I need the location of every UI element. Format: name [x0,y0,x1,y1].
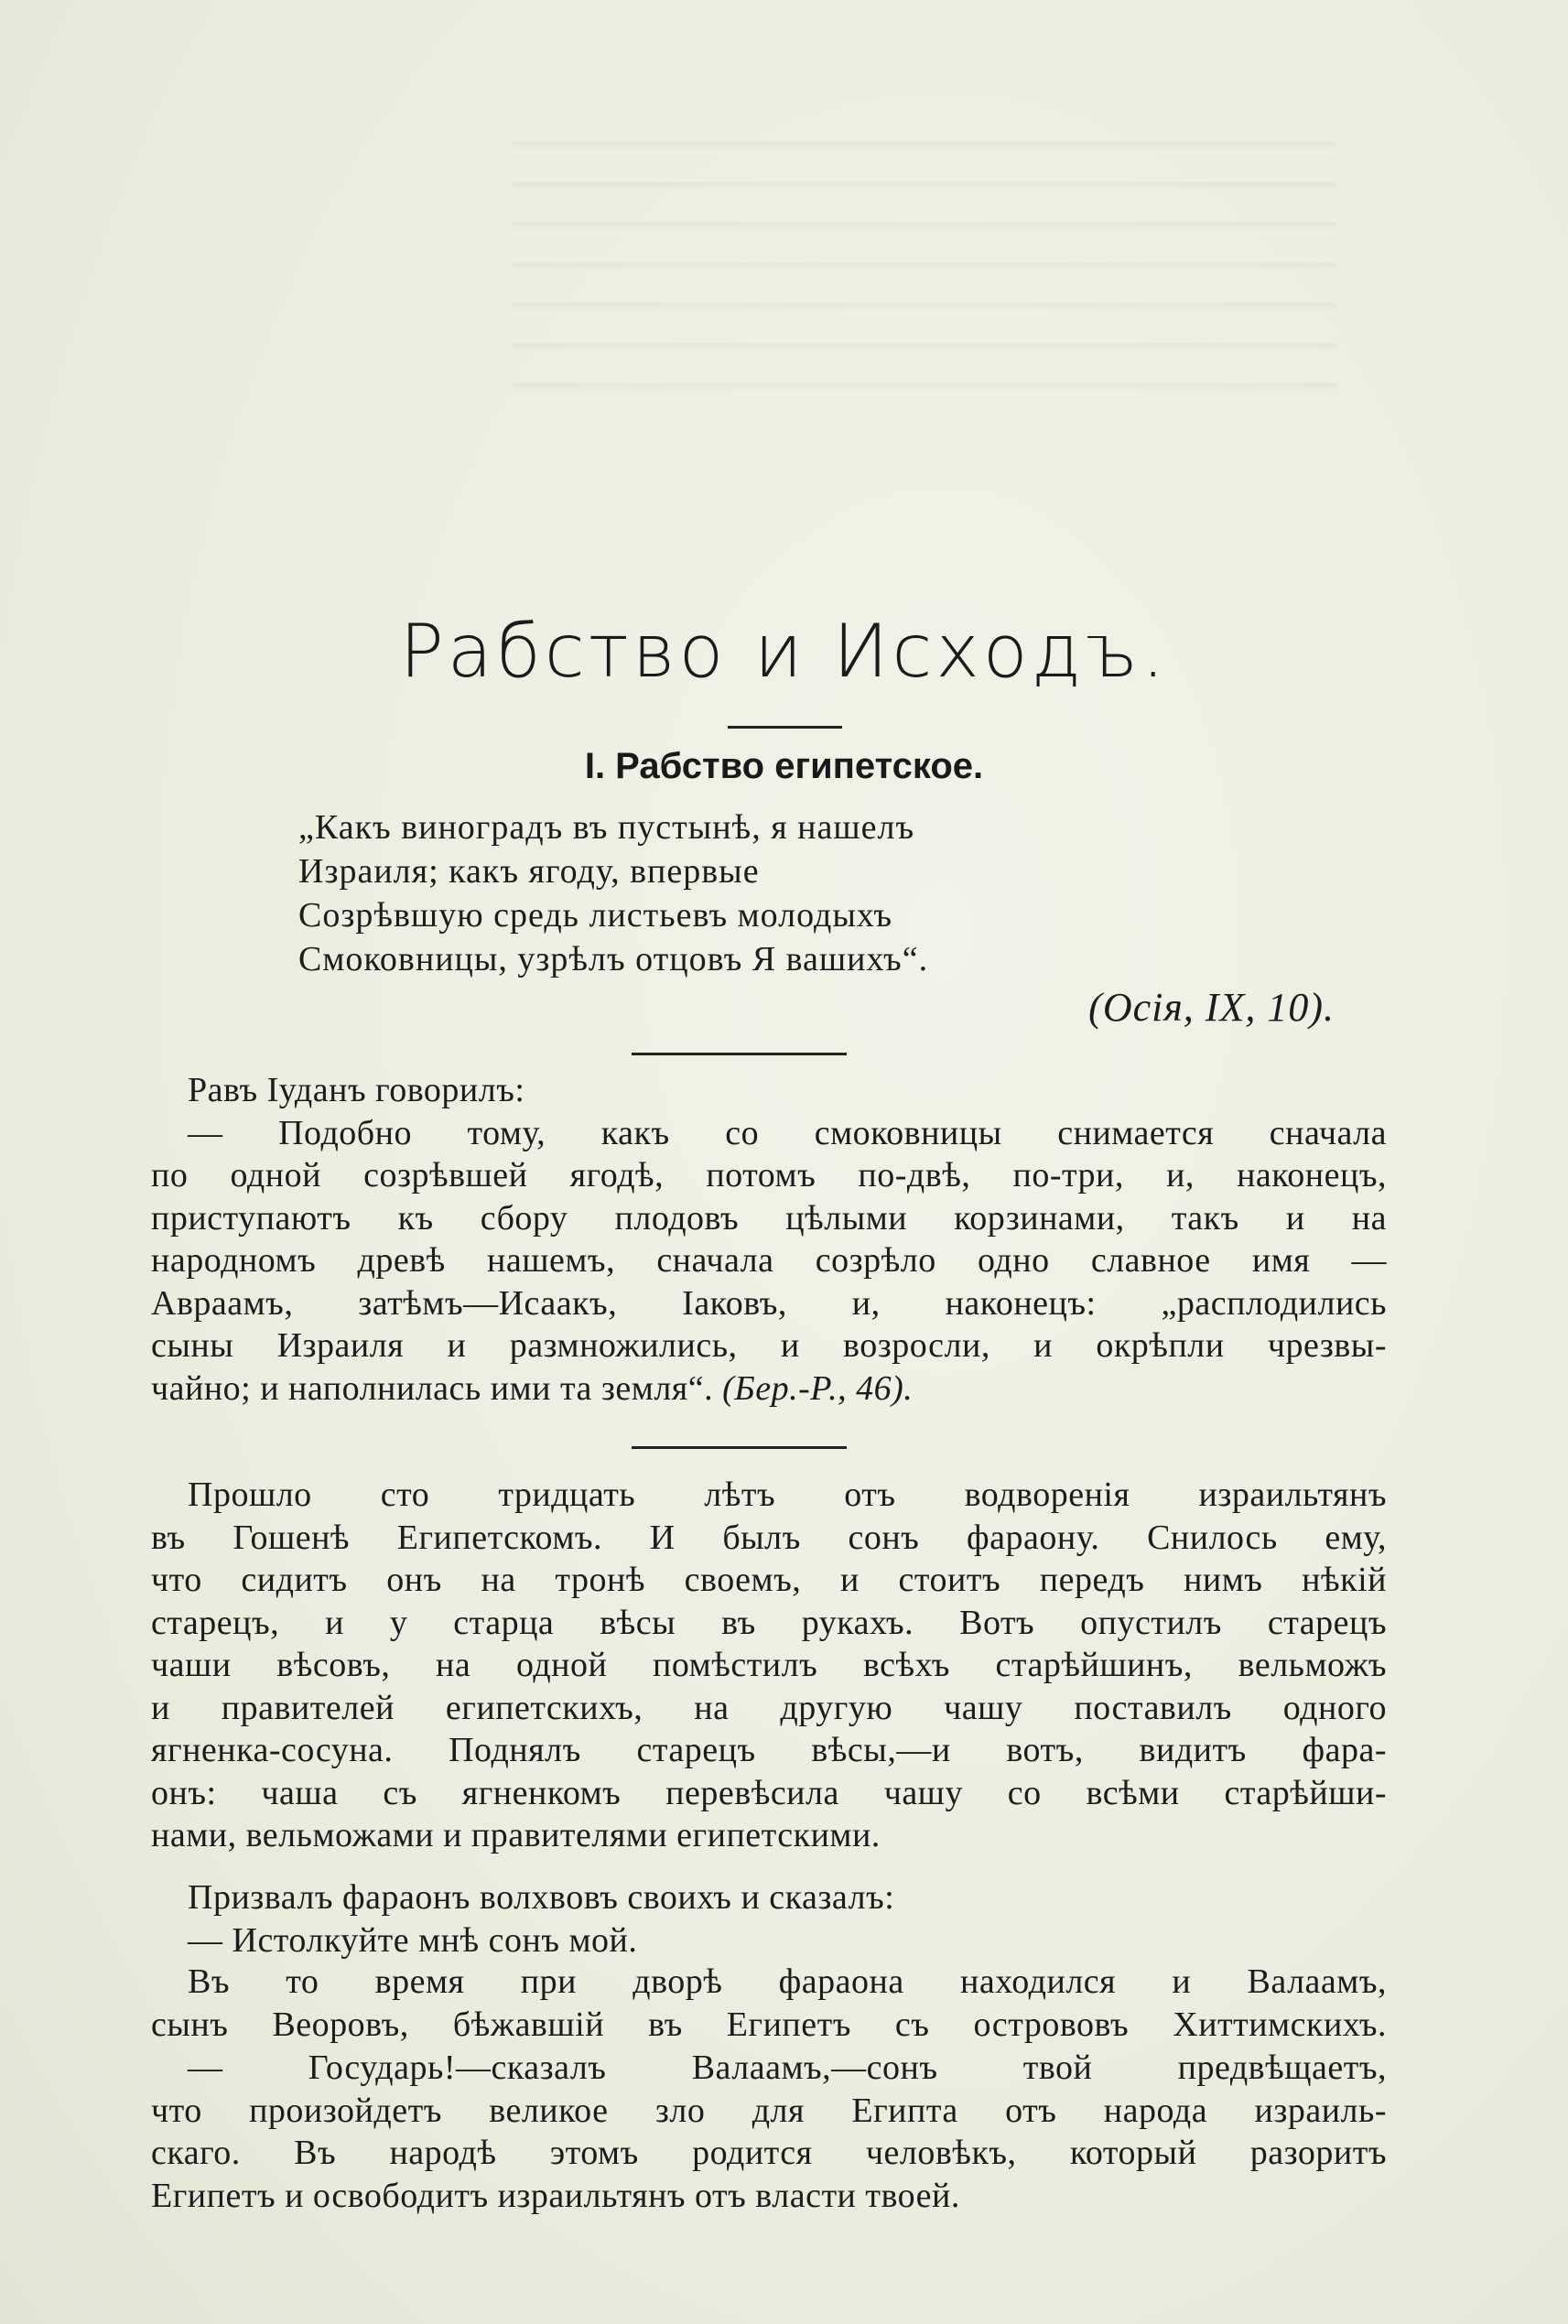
text-line [151,1367,1387,1411]
text-line: Египетъ и освободитъ израильтянъ отъ власти твоей. [151,2176,960,2215]
epigraph-verse [298,805,928,981]
text-line: въ Гошенѣ Египетскомъ. И былъ сонъ фараону. Снилось ему, [151,1518,1387,1557]
text-line: по одной созрѣвшей ягодѣ, потомъ по-двѣ, по-три, и, наконецъ, [151,1156,1387,1194]
text-line: — Государь!—сказалъ Валаамъ,—сонъ твой предвѣщаетъ, [188,2048,1387,2087]
text-line: ягненка-сосуна. Поднялъ старецъ вѣсы,—и вотъ, видитъ фара- [151,1731,1387,1769]
epigraph-citation: (Осiя, IX, 10). [1088,985,1335,1030]
text-line: чаши вѣсовъ, на одной помѣстилъ всѣхъ старѣйшинъ, вельможъ [151,1646,1387,1684]
text-segment: чайно; и наполнилась ими та земля“. [151,1368,714,1408]
page-title: Рабство и Исходъ. [399,609,1169,694]
verse-line: „Какъ виноградъ въ пустынѣ, я нашелъ [298,808,915,847]
text-line: Авраамъ, затѣмъ—Исаакъ, Iаковъ, и, наконецъ: „расплодились [151,1283,1387,1323]
text-line: скаго. Въ народѣ этомъ родится человѣкъ, который разоритъ [151,2134,1387,2172]
text-line: — Подобно тому, какъ со смоковницы снимается сначала [188,1113,1387,1152]
text-line: что сидитъ онъ на тронѣ своемъ, и стоитъ передъ нимъ нѣкiй [151,1561,1387,1599]
paragraph-5 [151,2047,1387,2217]
section-heading: I. Рабство египетское. [584,746,984,786]
verse-line: Созрѣвшую средь листьевъ молодыхъ [298,896,893,935]
text-line: нами, вельможами и правителями египетскими. [151,1816,881,1854]
text-line: онъ: чаша съ ягненкомъ перевѣсила чашу со всѣми старѣйши- [151,1773,1387,1812]
text-line: — Истолкуйте мнѣ сонъ мой. [188,1920,638,1960]
verse-line: Израиля; какъ ягоду, впервые [298,852,760,891]
bleed-through-texture [513,110,1336,421]
paragraph-2 [151,1474,1387,1857]
title-divider [728,726,842,729]
text-line: старецъ, и у старца вѣсы въ рукахъ. Вотъ опустилъ старецъ [151,1603,1387,1642]
text-line: приступаютъ къ сбору плодовъ цѣлыми корзинами, такъ и на [151,1198,1387,1238]
paragraph-4 [151,1961,1387,2046]
verse-line: Смоковницы, узрѣлъ отцовъ Я вашихъ“. [298,940,929,978]
text-line: Прошло сто тридцать лѣтъ отъ водворенiя израильтянъ [188,1475,1387,1514]
section-divider [632,1446,847,1449]
text-line: Равъ Iуданъ говорилъ: [188,1071,525,1109]
section-divider [632,1053,847,1055]
text-line: сыны Израиля и размножились, и возросли, и окрѣпли чрезвы- [151,1326,1387,1365]
text-line: сынъ Веоровъ, бѣжавшiй въ Египетъ съ острововъ Хиттимскихъ. [151,2005,1387,2044]
paragraph-1 [151,1069,1387,1410]
text-line: Призвалъ фараонъ волхвовъ своихъ и сказалъ: [188,1878,895,1917]
text-line: что произойдетъ великое зло для Египта отъ народа израиль- [151,2091,1387,2130]
paragraph-3 [151,1876,1387,1962]
text-line: народномъ древѣ нашемъ, сначала созрѣло одно славное имя — [151,1241,1387,1280]
inline-citation: (Бер.-Р., 46). [722,1368,914,1408]
text-line: Въ то время при дворѣ фараона находился и Валаамъ, [188,1962,1387,2001]
text-line: и правителей египетскихъ, на другую чашу поставилъ одного [151,1688,1387,1727]
